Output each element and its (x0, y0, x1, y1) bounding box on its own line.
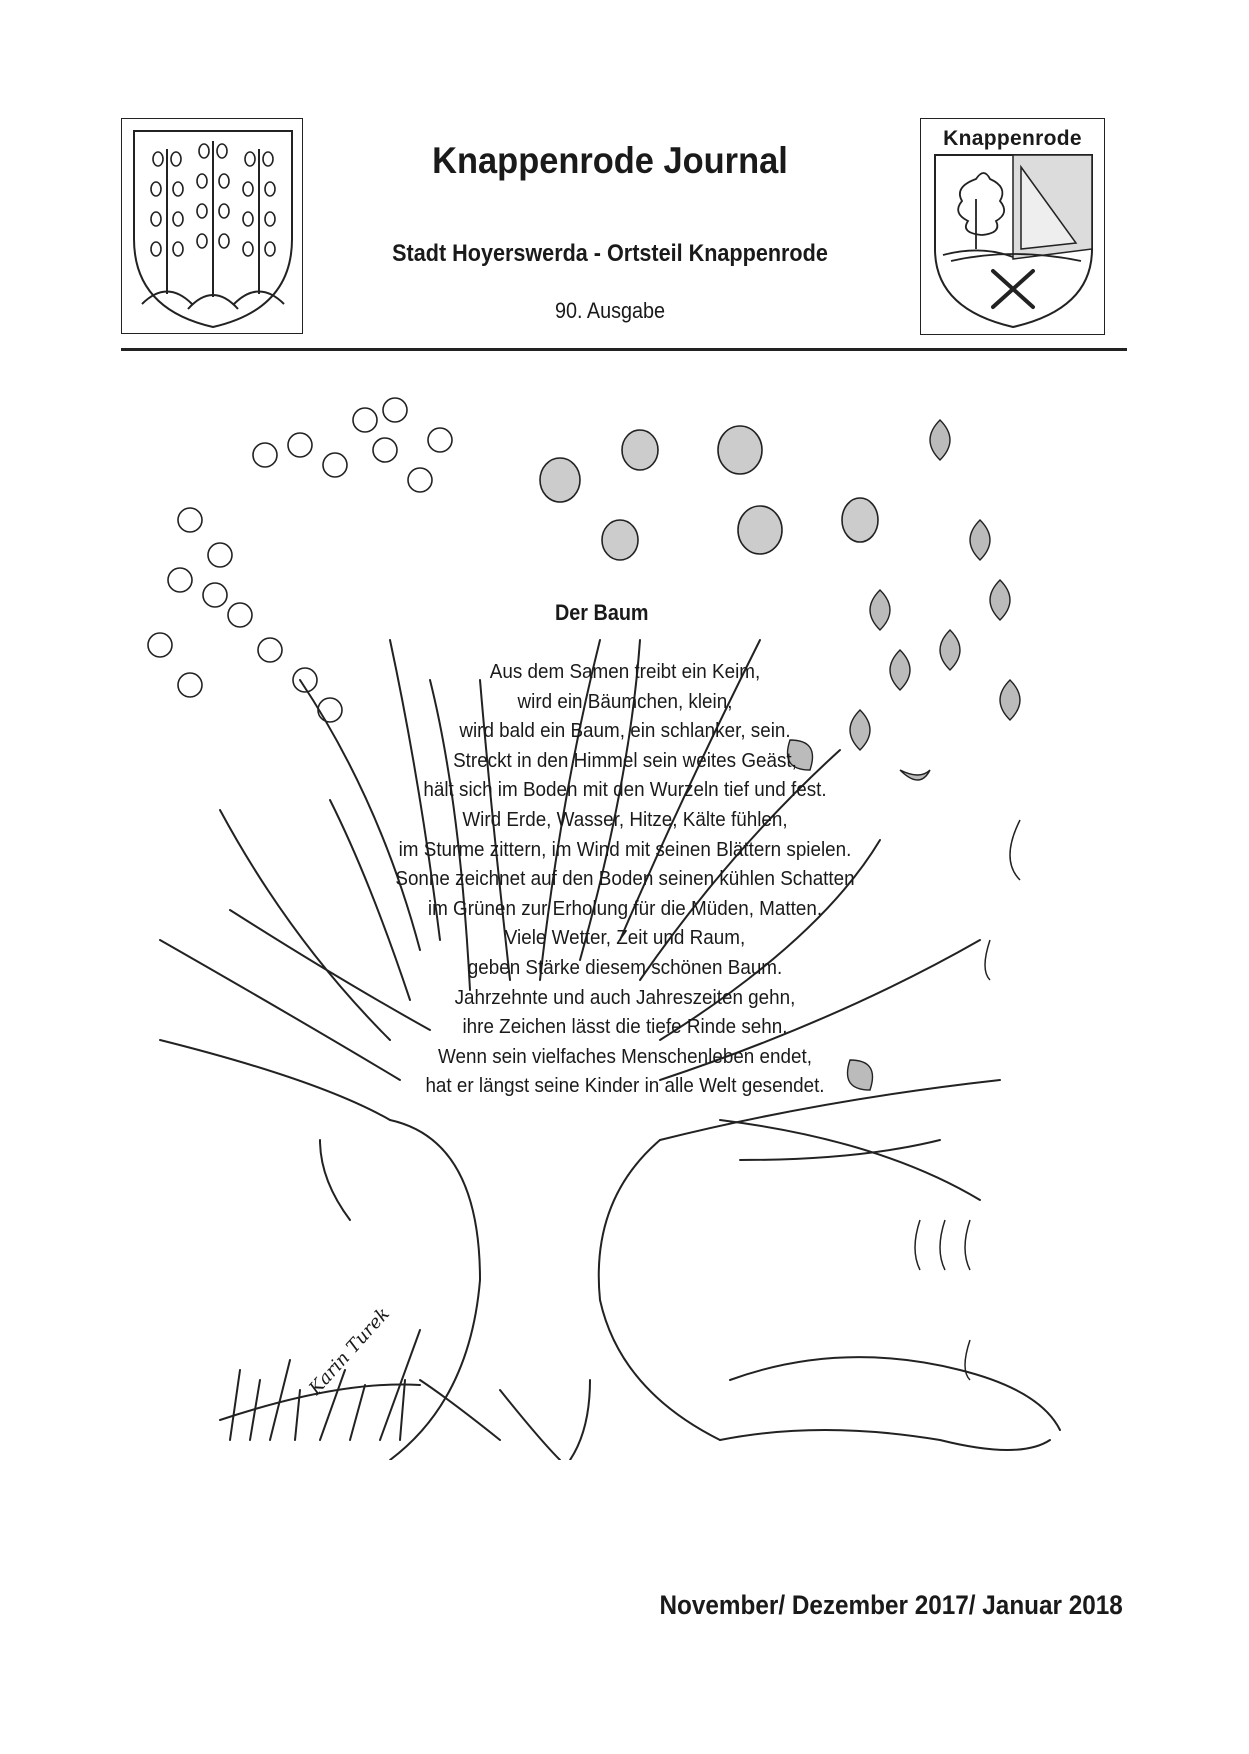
poem-line: geben Stärke diesem schönen Baum. (467, 955, 783, 979)
poem-line: Sonne zeichnet auf den Boden seinen kühlen Schatten (395, 867, 855, 891)
right-coat-of-arms (920, 118, 1105, 335)
poem-body (300, 657, 950, 1101)
poem-line: Aus dem Samen treibt ein Keim, (489, 660, 761, 683)
crest-label: Knappenrode (943, 127, 1082, 150)
poem-line: Wird Erde, Wasser, Hitze, Kälte fühlen, (462, 807, 788, 831)
poem-line: Viele Wetter, Zeit und Raum, (504, 926, 746, 950)
left-coat-of-arms (121, 118, 303, 334)
poem-line: im Sturme zittern, im Wind mit seinen Blättern spielen. (398, 837, 852, 861)
poem-title: Der Baum (555, 600, 649, 625)
journal-subtitle: Stadt Hoyerswerda - Ortsteil Knappenrode (392, 240, 828, 267)
artist-signature: Karin Turek (305, 1303, 394, 1400)
poem-line: hat er längst seine Kinder in alle Welt gesendet. (425, 1074, 825, 1098)
poem-line: Wenn sein vielfaches Menschenleben endet, (438, 1044, 812, 1068)
poem-line: ihre Zeichen lässt die tiefe Rinde sehn. (462, 1015, 788, 1039)
poem-line: Streckt in den Himmel sein weites Geäst, (453, 748, 797, 772)
hoyerswerda-crest-icon (122, 119, 304, 335)
journal-title: Knappenrode Journal (432, 140, 788, 181)
poem-line: im Grünen zur Erholung für die Müden, Matten. (427, 896, 823, 920)
poem-line: wird bald ein Baum, ein schlanker, sein. (459, 719, 791, 743)
knappenrode-crest-icon (921, 119, 1106, 336)
issue-date: November/ Dezember 2017/ Januar 2018 (659, 1590, 1123, 1620)
header-divider (121, 348, 1127, 351)
poem-line: hält sich im Boden mit den Wurzeln tief und fest. (423, 778, 827, 802)
issue-number: 90. Ausgabe (554, 298, 666, 323)
poem-line: Jahrzehnte und auch Jahreszeiten gehn, (454, 985, 796, 1009)
poem-line: wird ein Bäumchen, klein, (517, 689, 733, 713)
